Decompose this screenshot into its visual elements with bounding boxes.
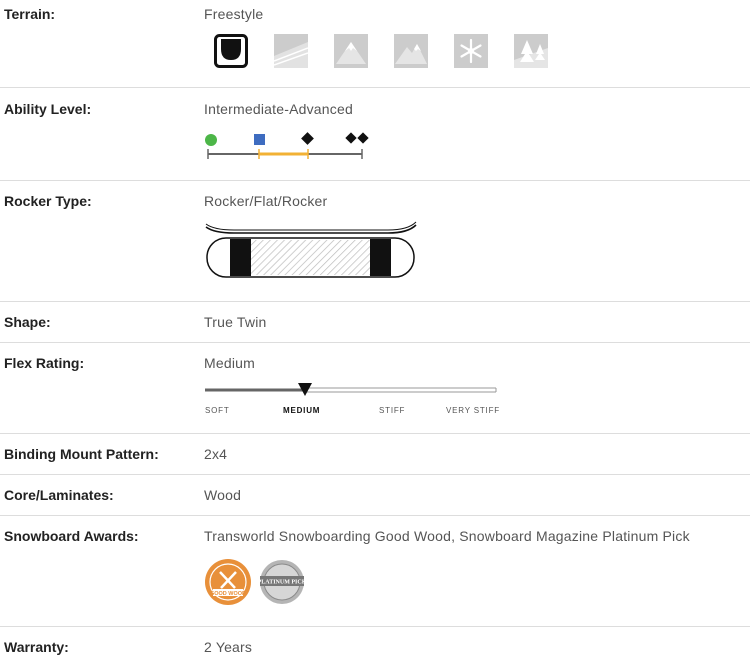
- spec-value: True Twin: [204, 314, 267, 330]
- spec-value: Rocker/Flat/Rocker: [204, 193, 328, 209]
- spec-value: Transworld Snowboarding Good Wood, Snowboard Magazine Platinum Pick: [204, 528, 690, 544]
- intermediate-blue-square-icon: [254, 134, 265, 145]
- spec-label: Terrain:: [4, 6, 56, 22]
- good-wood-badge: [204, 558, 252, 606]
- flex-label-very-stiff: VERY STIFF: [446, 406, 500, 415]
- svg-text:PLATINUM PICK: PLATINUM PICK: [258, 579, 306, 586]
- powder-snowflake-icon: [454, 34, 488, 68]
- spec-row-binding: [0, 434, 750, 475]
- groomer-slope-icon: [274, 34, 308, 68]
- expert-double-diamond-icon: [345, 132, 356, 143]
- spec-label: Ability Level:: [4, 101, 92, 117]
- spec-row-ability: [0, 88, 750, 181]
- spec-label: Shape:: [4, 314, 51, 330]
- spec-value: 2x4: [204, 446, 228, 462]
- flex-label-soft: SOFT: [205, 406, 230, 415]
- ability-level-scale: [204, 128, 384, 162]
- spec-label: Binding Mount Pattern:: [4, 446, 159, 462]
- spec-value: 2 Years: [204, 639, 253, 655]
- spec-label: Flex Rating:: [4, 355, 85, 371]
- spec-value: Freestyle: [204, 6, 264, 22]
- flex-rating-scale: [205, 379, 497, 401]
- all-mountain-icon: [334, 34, 368, 68]
- platinum-pick-badge: [258, 558, 306, 606]
- spec-row-shape: [0, 302, 750, 343]
- spec-row-awards: [0, 516, 750, 627]
- spec-label: Warranty:: [4, 639, 69, 655]
- spec-label: Snowboard Awards:: [4, 528, 139, 544]
- spec-value: Intermediate-Advanced: [204, 101, 353, 117]
- rocker-profile-diagram: [204, 221, 418, 281]
- spec-label: Core/Laminates:: [4, 487, 114, 503]
- backcountry-trees-icon: [514, 34, 548, 68]
- spec-value: Medium: [204, 355, 255, 371]
- spec-row-rocker: [0, 181, 750, 302]
- big-mountain-icon: [394, 34, 428, 68]
- spec-row-warranty: [0, 627, 750, 662]
- flex-label-medium: MEDIUM: [283, 406, 321, 415]
- advanced-black-diamond-icon: [301, 132, 314, 145]
- spec-row-core: [0, 475, 750, 516]
- flex-label-stiff: STIFF: [379, 406, 406, 415]
- spec-value: Wood: [204, 487, 242, 503]
- park-halfpipe-icon: [214, 34, 248, 68]
- svg-text:GOOD WOOD: GOOD WOOD: [209, 591, 247, 597]
- spec-label: Rocker Type:: [4, 193, 92, 209]
- spec-row-terrain: [0, 0, 750, 88]
- beginner-green-circle-icon: [205, 134, 217, 146]
